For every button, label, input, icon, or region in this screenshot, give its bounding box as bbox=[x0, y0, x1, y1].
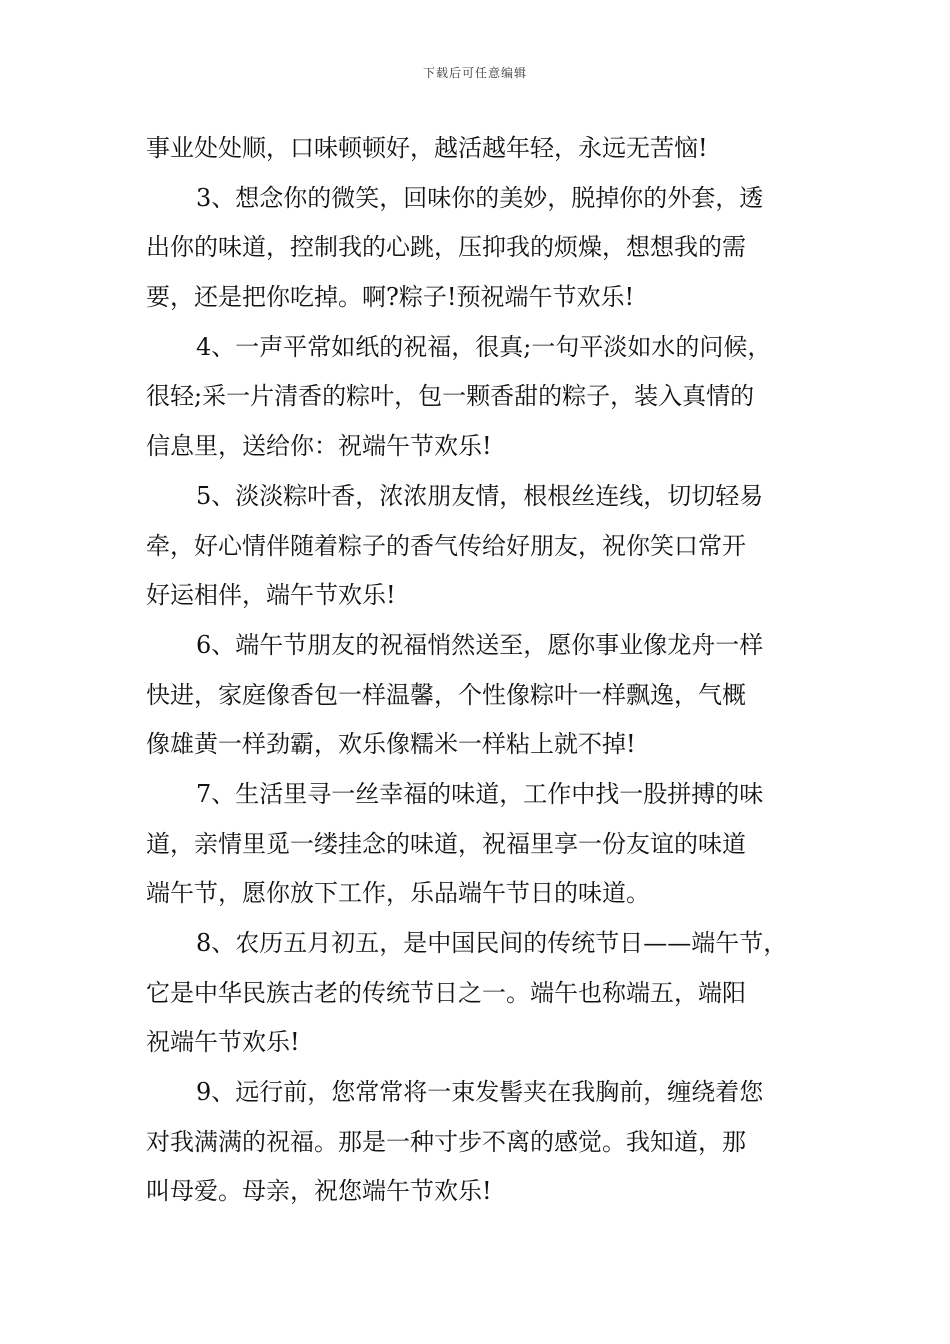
text-line: 7、生活里寻一丝幸福的味道，工作中找一股拼搏的味 bbox=[196, 779, 764, 808]
text-line: 像雄黄一样劲霸，欢乐像糯米一样粘上就不掉! bbox=[146, 730, 636, 759]
text-line: 叫母爱。母亲，祝您端午节欢乐! bbox=[146, 1177, 492, 1206]
body-text bbox=[146, 124, 816, 1217]
page-header: 下载后可任意编辑 bbox=[422, 66, 527, 80]
text-line: 事业处处顺，口味顿顿好，越活越年轻，永远无苦恼! bbox=[146, 134, 708, 162]
text-line: 9、远行前，您常常将一束发髻夹在我胸前，缠绕着您 bbox=[196, 1078, 764, 1107]
text-line: 好运相伴，端午节欢乐! bbox=[146, 581, 396, 610]
text-line: 8、农历五月初五，是中国民间的传统节日——端午节， bbox=[196, 929, 788, 957]
text-line: 出你的味道，控制我的心跳，压抑我的烦燥，想想我的需 bbox=[146, 233, 746, 262]
text-line: 端午节，愿你放下工作，乐品端午节日的味道。 bbox=[146, 879, 650, 908]
text-line: 5、淡淡粽叶香，浓浓朋友情，根根丝连线，切切轻易 bbox=[196, 481, 764, 510]
text-line: 很轻;采一片清香的粽叶，包一颗香甜的粽子，装入真情的 bbox=[146, 382, 755, 411]
text-line: 6、端午节朋友的祝福悄然送至，愿你事业像龙舟一样 bbox=[196, 630, 764, 659]
text-line: 3、想念你的微笑，回味你的美妙，脱掉你的外套，透 bbox=[196, 183, 764, 212]
text-line: 信息里，送给你：祝端午节欢乐! bbox=[146, 432, 492, 461]
text-line: 快进，家庭像香包一样温馨，个性像粽叶一样飘逸，气概 bbox=[146, 680, 746, 709]
text-line: 牵，好心情伴随着粽子的香气传给好朋友，祝你笑口常开 bbox=[146, 531, 746, 560]
text-line: 道，亲情里觅一缕挂念的味道，祝福里享一份友谊的味道 bbox=[146, 829, 746, 858]
text-line: 4、一声平常如纸的祝福，很真;一句平淡如水的问候， bbox=[196, 332, 772, 361]
text-line: 要，还是把你吃掉。啊?粽子!预祝端午节欢乐! bbox=[146, 283, 635, 312]
text-line: 祝端午节欢乐! bbox=[146, 1028, 300, 1057]
text-line: 它是中华民族古老的传统节日之一。端午也称端五，端阳 bbox=[146, 978, 746, 1007]
text-line: 对我满满的祝福。那是一种寸步不离的感觉。我知道，那 bbox=[146, 1127, 746, 1156]
